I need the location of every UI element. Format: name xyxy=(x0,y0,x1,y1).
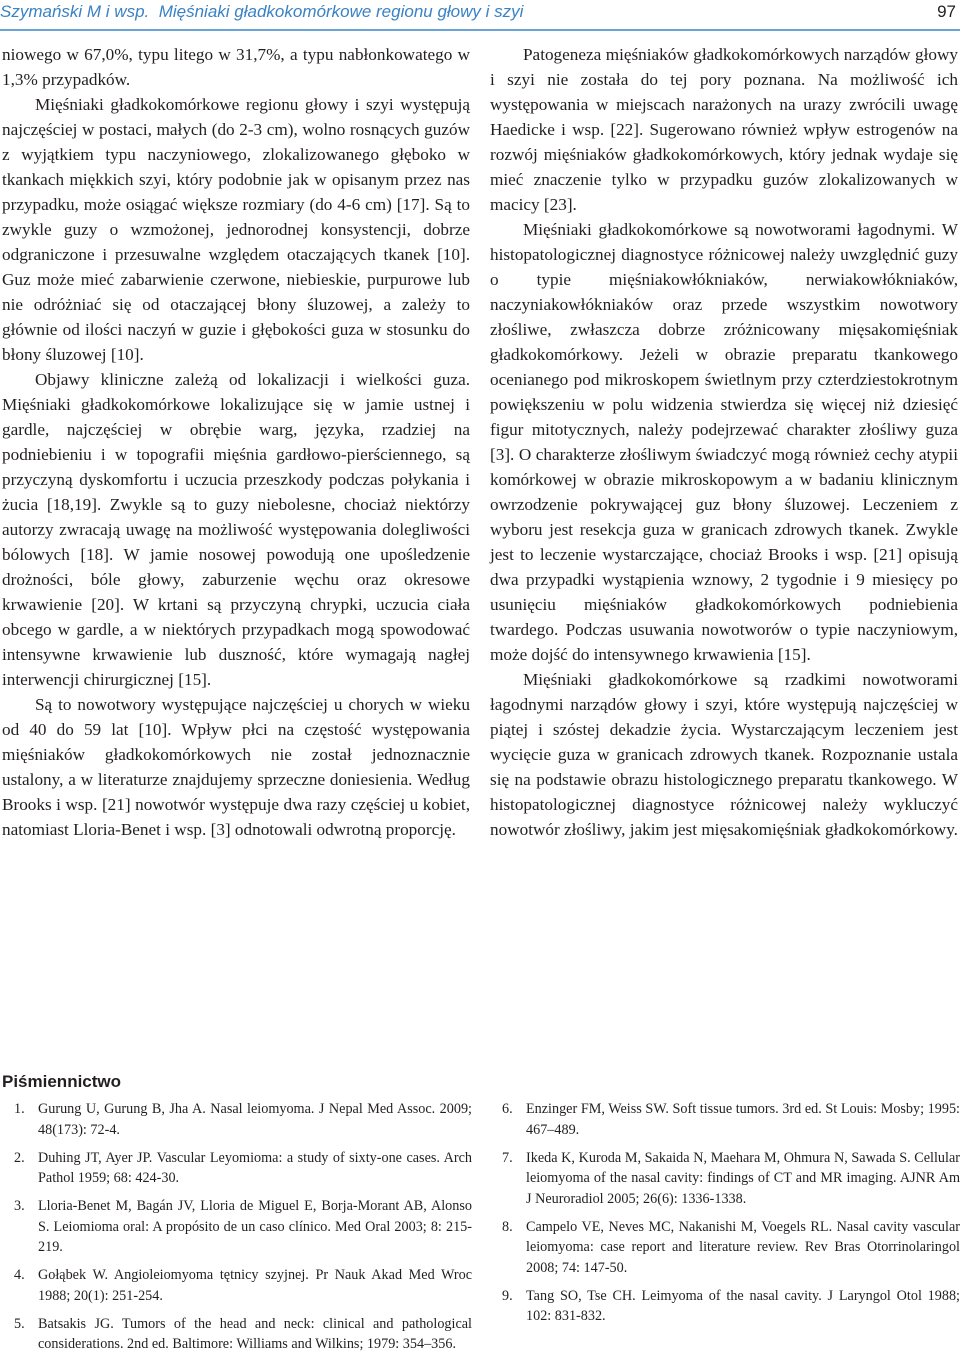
reference-number: 7. xyxy=(502,1149,513,1166)
reference-text: Campelo VE, Neves MC, Nakanishi M, Voegels RL. Nasal cavity vascular leiomyoma: case report and literature review. Rev Bras Otorrinolaringol 2008; 74: 147-50. xyxy=(526,1218,960,1276)
reference-item xyxy=(4,1314,472,1355)
reference-item xyxy=(492,1286,960,1327)
reference-number: 8. xyxy=(502,1218,513,1235)
reference-number: 6. xyxy=(502,1101,513,1117)
reference-text: Lloria-Benet M, Bagán JV, Lloria de Miguel E, Borja-Morant AB, Alonso S. Leiomioma oral: A propósito de un caso clínico. Med Oral 2003; 8: 215-219. xyxy=(38,1198,472,1255)
references-list-left xyxy=(4,1099,472,1362)
reference-item xyxy=(4,1099,472,1140)
references-heading: Piśmiennictwo xyxy=(2,1072,122,1091)
reference-text: Gurung U, Gurung B, Jha A. Nasal leiomyoma. J Nepal Med Assoc. 2009; 48(173): 72-4. xyxy=(38,1101,472,1138)
paragraph: Są to nowotwory występujące najczęściej u chorych w wieku od 40 do 59 lat [10]. Wpływ płci na częstość występowania mięśniaków gładkokomórkowych nie został jednoznacznie ustalony, a w literaturze znajdujemy sprzeczne doniesienia. Według Brooks i wsp. [21] nowotwór występuje dwa razy częściej u kobiet, natomiast Lloria-Benet i wsp. [3] odnotowali odwrotną proporcję. xyxy=(2,695,470,839)
header-citation xyxy=(0,2,523,22)
paragraph: Patogeneza mięśniaków gładkokomórkowych narządów głowy i szyi nie została do tej pory poznana. Na możliwość ich występowania w miejscach narażonych na urazy zwrócili uwagę Haedicke i wsp. [22]. Sugerowano również wpływ estrogenów na rozwój mięśniaków gładkokomórkowych, który jednak wydaje się mieć znaczenie tylko w przypadku guzów zlokalizowanych w macicy [23]. xyxy=(490,45,958,214)
reference-item xyxy=(492,1099,960,1140)
reference-text: Batsakis JG. Tumors of the head and neck: clinical and pathological considerations. 2nd ed. Baltimore: Williams and Wilkins; 1979: 354–356. xyxy=(38,1315,472,1352)
reference-text: Gołąbek W. Angioleiomyoma tętnicy szyjnej. Pr Nauk Akad Med Wroc 1988; 20(1): 251-254. xyxy=(38,1267,472,1304)
reference-item xyxy=(492,1148,960,1210)
reference-number: 2. xyxy=(14,1149,25,1166)
reference-text: Ikeda K, Kuroda M, Sakaida N, Maehara M, Ohmura N, Sawada S. Cellular leiomyoma of the nasal cavity: findings of CT and MR imaging. AJNR Am J Neuroradiol 2005; 26(6): 1336-1338. xyxy=(526,1149,960,1207)
header-divider xyxy=(0,29,960,31)
reference-item xyxy=(4,1265,472,1306)
reference-number: 4. xyxy=(14,1267,25,1283)
paragraph: Mięśniaki gładkokomórkowe regionu głowy i szyi występują najczęściej w postaci, małych (do 2-3 cm), wolno rosnących guzów z wyjątkiem typu naczyniowego, zlokalizowanego głęboko w tkankach miękkich szyi, który podobnie jak w opisanym przez nas przypadku, może osiągać większe rozmiary (do 4-6 cm) [17]. Są to zwykle guzy o wzmożonej, jednorodnej konsystencji, dobrze odgraniczone i przesuwalne względem otaczających tkanek [10]. Guz może mieć zabarwienie czerwone, niebieskie, purpurowe lub nie odróżniać się od otaczającej błony śluzowej, a zależy to głównie od ilości naczyń w guzie i głębokości guza w stosunku do błony śluzowej [10]. xyxy=(2,95,470,364)
header-authors: Szymański M i wsp. xyxy=(0,2,150,21)
paragraph: niowego w 67,0%, typu litego w 31,7%, a typu nabłonkowatego w 1,3% przypadków. xyxy=(2,45,470,89)
paragraph: Mięśniaki gładkokomórkowe są nowotworami łagodnymi. W histopatologicznej diagnostyce różnicowej należy uwzględnić guzy o typie mięśniakowłókniaków, nerwiakowłókniaków, naczyniakowłókniaków oraz przede wszystkim nowotwory złośliwe, zwłaszcza dobrze zróżnicowany mięsakomięśniak gładkokomórkowy. Jeżeli w obrazie preparatu tkankowego ocenianego pod mikroskopem świetlnym przy czterdziestokrotnym powiększeniu w polu widzenia stwierdza się więcej niż dziesięć figur mitotycznych, należy podejrzewać charakter złośliwy guza [3]. O charakterze złośliwym świadczyć mogą również cechy atypii komórkowej w obrazie mikroskopowym a w badaniu klinicznym owrzodzenie pokrywającej guz błony śluzowej. Leczeniem z wyboru jest resekcja guza w granicach zdrowych tkanek. Zwykle jest to leczenie wystarczające, chociaż Brooks i wsp. [21] opisują dwa przypadki wystąpienia wznowy, 2 tygodnie i 9 miesięcy po usunięciu mięśniaków gładkokomórkowych podniebienia twardego. Podczas usuwania nowotworów o typie naczyniowym, może dojść do intensywnego krwawienia [15]. xyxy=(490,220,958,664)
reference-number: 3. xyxy=(14,1198,25,1214)
reference-text: Enzinger FM, Weiss SW. Soft tissue tumors. 3rd ed. St Louis: Mosby; 1995: 467–489. xyxy=(526,1101,960,1138)
right-column xyxy=(490,42,958,842)
paragraph: Objawy kliniczne zależą od lokalizacji i wielkości guza. Mięśniaki gładkokomórkowe lokalizujące się w jamie ustnej i gardle, najczęściej w obrębie warg, języka, rzadziej na podniebieniu i w topografii mięśnia gardłowo-pierściennego, są przyczyną dyskomfortu i uczucia przeszkody podczas połykania i żucia [18,19]. Zwykle są to guzy niebolesne, chociaż niektórzy autorzy zwracają uwagę na możliwość występowania dolegliwości bólowych [18]. W jamie nosowej powodują one upośledzenie drożności, bóle głowy, zaburzenie węchu oraz okresowe krwawienie [20]. W krtani są przyczyną chrypki, uczucia ciała obcego w gardle, a w niektórych przypadkach mogą spowodować intensywne krwawienie lub duszność, które wymagają nagłej interwencji chirurgicznej [15]. xyxy=(2,370,470,689)
reference-item xyxy=(4,1148,472,1189)
reference-number: 9. xyxy=(502,1287,513,1304)
reference-text: Duhing JT, Ayer JP. Vascular Leyomioma: a study of sixty-one cases. Arch Pathol 1959; 68: 424-30. xyxy=(38,1149,472,1186)
running-header xyxy=(0,0,960,34)
reference-number: 5. xyxy=(14,1315,25,1332)
reference-text: Tang SO, Tse CH. Leimyoma of the nasal cavity. J Laryngol Otol 1988; 102: 831-832. xyxy=(526,1287,960,1324)
left-column xyxy=(2,42,470,842)
paragraph: Mięśniaki gładkokomórkowe są rzadkimi nowotworami łagodnymi narządów głowy i szyi, które występują najczęściej w piątej i szóstej dekadzie życia. Wystarczającym leczeniem jest wycięcie guza w granicach zdrowych tkanek. Rozpoznanie ustala się na podstawie obrazu histologicznego preparatu tkankowego. W histopatologicznej diagnostyce różnicowej należy wykluczyć nowotwór złośliwy, jakim jest mięsakomięśniak gładkokomórkowy. xyxy=(490,670,958,839)
page-number: 97 xyxy=(937,2,956,21)
reference-item xyxy=(492,1217,960,1279)
reference-number: 1. xyxy=(14,1101,25,1117)
header-title: Mięśniaki gładkokomórkowe regionu głowy i szyi xyxy=(158,2,524,21)
references-list-right xyxy=(492,1099,960,1334)
reference-item xyxy=(4,1196,472,1258)
